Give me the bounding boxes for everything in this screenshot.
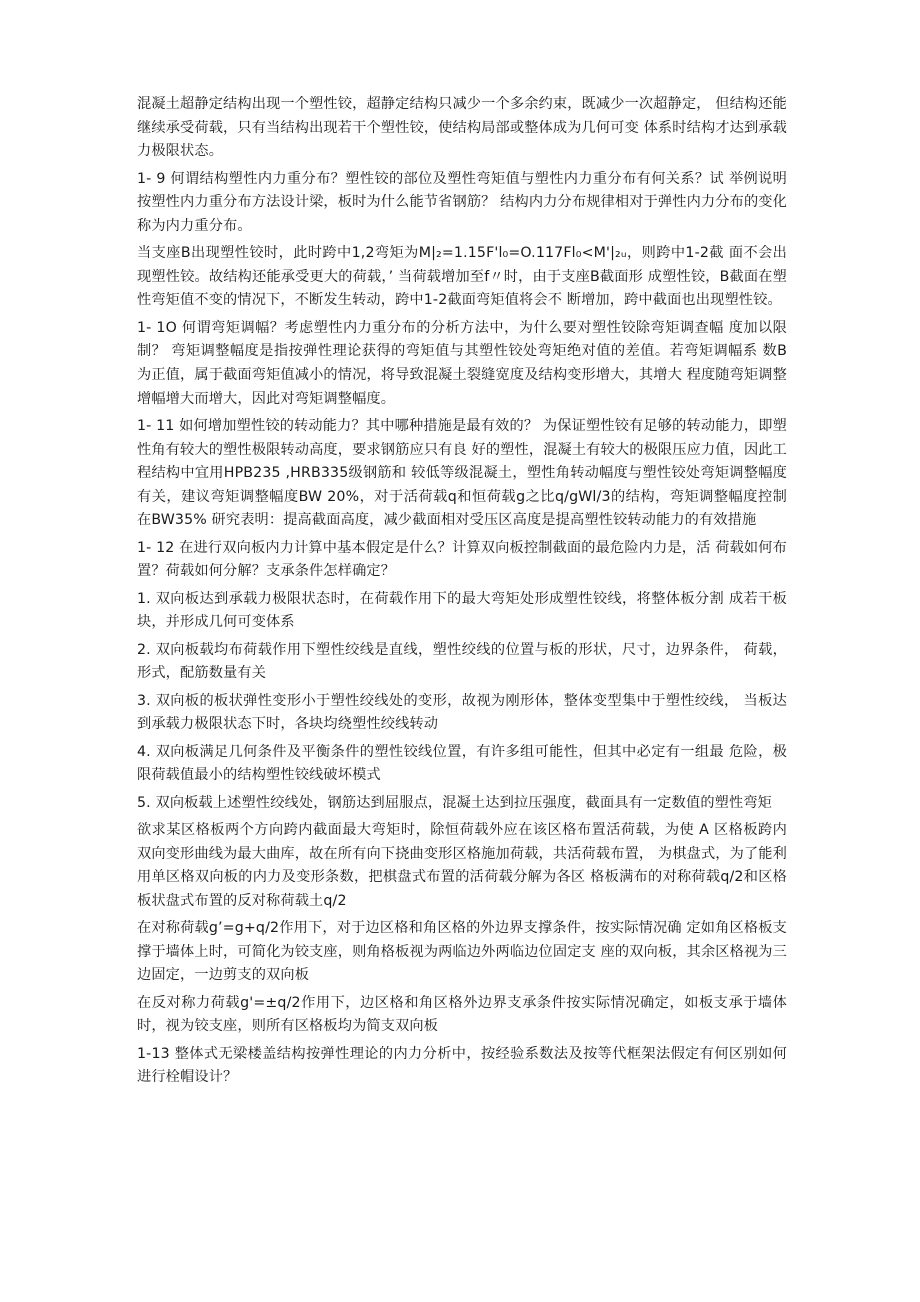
paragraph-support-b-hinge: 当支座B出现塑性铰时，此时跨中1,2弯矩为M|₂=1.15F'l₀=O.117Fl₀<M'|₂ᵤ，则跨中1-2截 面不会出现塑性铰。故结构还能承受更大的荷载，’ 当荷载增加至f〃时，由于支座B截面形 成塑性铰，B截面在塑性弯矩值不变的情况下，不断发生转动，跨中1-2截面弯矩值将会不 断增加，跨中截面也出现塑性铰。 [137, 245, 787, 309]
paragraph-question-1-10: 1- 1O 何谓弯矩调幅？考虑塑性内力重分布的分析方法中，为什么要对塑性铰除弯矩调查幅 度加以限制？ 弯矩调整幅度是指按弹性理论获得的弯矩值与其塑性铰处弯矩绝对值的差值。若弯矩调幅系 数B为正值，属于截面弯矩值减小的情况，将导致混凝土裂缝宽度及结构变形增大，其增大 程度随弯矩调整增幅增大而增大，因此对弯矩调整幅度。 [137, 319, 787, 407]
paragraph-question-1-12: 1- 12 在进行双向板内力计算中基本假定是什么？计算双向板控制截面的最危险内力是，活 荷载如何布置？荷载如何分解？支承条件怎样确定？ [137, 539, 787, 580]
list-item-assumption-5: 5. 双向板载上述塑性绞线处，钢筋达到屈服点，混凝土达到拉压强度，截面具有一定数值的塑性弯矩 [137, 794, 773, 811]
paragraph-live-load-arrangement: 欲求某区格板两个方向跨内截面最大弯矩时，除恒荷载外应在该区格布置活荷载，为使 A 区格板跨内双向变形曲线为最大曲库，故在所有向下挠曲变形区格施加荷载，共活荷载布置， 为棋盘式，为了能利用单区格双向板的内力及变形条数，把棋盘式布置的活荷载分解为各区 格板满布的对称荷载q/2和区格板状盘式布置的反对称荷载土q/2 [137, 821, 787, 909]
paragraph-plastic-hinge-intro: 混凝土超静定结构出现一个塑性铰，超静定结构只减少一个多余约束，既减少一次超静定， 但结构还能继续承受荷载，只有当结构出现若干个塑性铰，使结构局部或整体成为几何可变 体系时结构才达到承载力极限状态。 [137, 96, 787, 160]
list-item-assumption-3: 3. 双向板的板状弹性变形小于塑性绞线处的变形，故视为刚形体，整体变型集中于塑性绞线， 当板达到承载力极限状态下时，各块均绕塑性绞线转动 [137, 692, 787, 733]
paragraph-antisymmetric-load: 在反对称力荷载g'=±q/2作用下，边区格和角区格外边界支承条件按实际情况确定，如板支承于墙体时，视为铰支座，则所有区格板均为简支双向板 [137, 994, 787, 1035]
paragraph-question-1-11: 1- 11 如何增加塑性铰的转动能力？其中哪种措施是最有效的？ 为保证塑性铰有足够的转动能力，即塑性角有较大的塑性极限转动高度，要求钢筋应只有良 好的塑性，混凝土有较大的极限压应力值，因此工程结构中宜用HPB235 ,HRB335级钢筋和 较低等级混凝土，塑性角转动幅度与塑性铰处弯矩调整幅度有关，建议弯矩调整幅度BW 20%，对于活荷载q和恒荷载g之比q/gWl/3的结构，弯矩调整幅度控制在BW35% 研究表明：提高截面高度，减少截面相对受压区高度是提高塑性铰转动能力的有效措施 [137, 417, 787, 529]
list-item-assumption-4: 4. 双向板满足几何条件及平衡条件的塑性铰线位置，有许多组可能性，但其中必定有一组最 危险，极限荷载值最小的结构塑性铰线破坏模式 [137, 743, 787, 784]
list-item-assumption-2: 2. 双向板载均布荷载作用下塑性绞线是直线，塑性绞线的位置与板的形状，尺寸，边界条件， 荷载，形式，配筋数量有关 [137, 641, 787, 682]
paragraph-question-1-13: 1-13 整体式无梁楼盖结构按弹性理论的内力分析中，按经验系数法及按等代框架法假定有何区别如何进行栓帽设计？ [137, 1045, 787, 1086]
paragraph-question-1-9: 1- 9 何谓结构塑性内力重分布？塑性铰的部位及塑性弯矩值与塑性内力重分布有何关系？试 举例说明按塑性内力重分布方法设计梁，板时为什么能节省钢筋？ 结构内力分布规律相对于弹性内力分布的变化称为内力重分布。 [137, 170, 787, 234]
paragraph-symmetric-load: 在对称荷载g’=g+q/2作用下，对于边区格和角区格的外边界支撑条件，按实际情况确 定如角区格板支撑于墙体上时，可简化为铰支座，则角格板视为两临边外两临边位固定支 座的双向板，其余区格视为三边固定，一边剪支的双向板 [137, 920, 787, 984]
list-item-assumption-1: 1. 双向板达到承载力极限状态时，在荷载作用下的最大弯矩处形成塑性铰线，将整体板分割 成若干板块，并形成几何可变体系 [137, 590, 787, 631]
document-body [137, 93, 787, 1092]
